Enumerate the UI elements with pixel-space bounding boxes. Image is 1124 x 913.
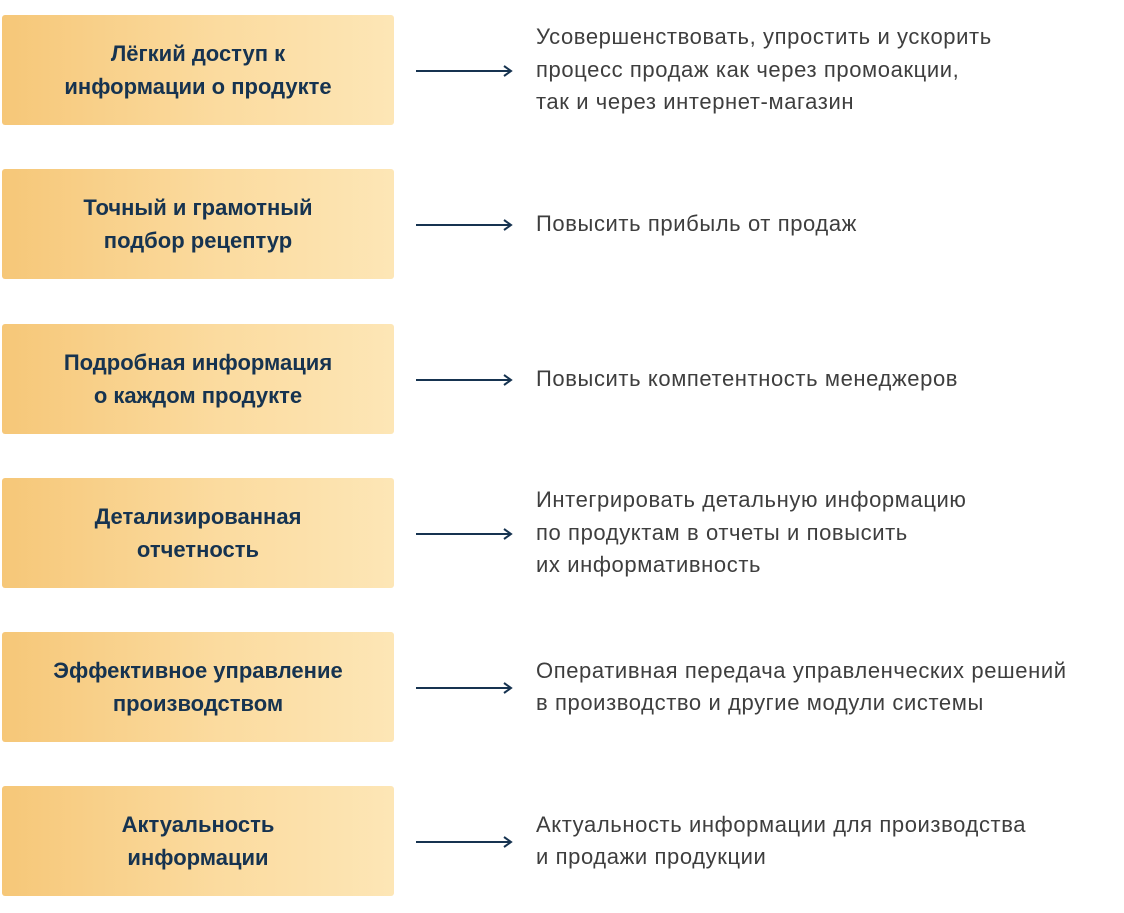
- feature-label: Актуальность информации: [121, 812, 275, 870]
- benefit-text: Интегрировать детальную информацию по продуктам в отчеты и повысить их информативность: [536, 487, 967, 578]
- benefit-text: Повысить прибыль от продаж: [536, 210, 857, 236]
- benefit-row: [0, 632, 1124, 742]
- feature-box: [2, 478, 394, 588]
- benefit-description: [536, 324, 1124, 434]
- benefit-text: Актуальность информации для производства и продажи продукции: [536, 811, 1027, 869]
- right-arrow-icon: [416, 528, 514, 540]
- benefit-description: [536, 15, 1124, 125]
- benefit-row: [0, 169, 1124, 279]
- feature-label: Лёгкий доступ к информации о продукте: [64, 41, 332, 99]
- benefit-row: [0, 324, 1124, 434]
- feature-box: [2, 632, 394, 742]
- feature-box: [2, 169, 394, 279]
- right-arrow-icon: [416, 836, 514, 848]
- benefit-description: [536, 632, 1124, 742]
- feature-label: Детализированная отчетность: [94, 504, 302, 562]
- benefit-text: Усовершенствовать, упростить и ускорить процесс продаж как через промоакции, так и через интернет-магазин: [536, 24, 992, 115]
- right-arrow-icon: [416, 682, 514, 694]
- benefit-row: [0, 478, 1124, 588]
- right-arrow-icon: [416, 219, 514, 231]
- feature-label: Эффективное управление производством: [53, 658, 343, 716]
- feature-label: Точный и грамотный подбор рецептур: [83, 195, 313, 253]
- feature-label: Подробная информация о каждом продукте: [63, 350, 333, 408]
- right-arrow-icon: [416, 374, 514, 386]
- benefit-description: [536, 478, 1124, 588]
- benefit-text: Оперативная передача управленческих решений в производство и другие модули системы: [536, 657, 1067, 715]
- feature-box: [2, 324, 394, 434]
- feature-box: [2, 15, 394, 125]
- feature-box: [2, 786, 394, 896]
- benefit-description: [536, 786, 1124, 896]
- right-arrow-icon: [416, 65, 514, 77]
- benefit-row: [0, 786, 1124, 896]
- benefit-text: Повысить компетентность менеджеров: [536, 365, 959, 391]
- benefit-description: [536, 169, 1124, 279]
- benefit-row: [0, 15, 1124, 125]
